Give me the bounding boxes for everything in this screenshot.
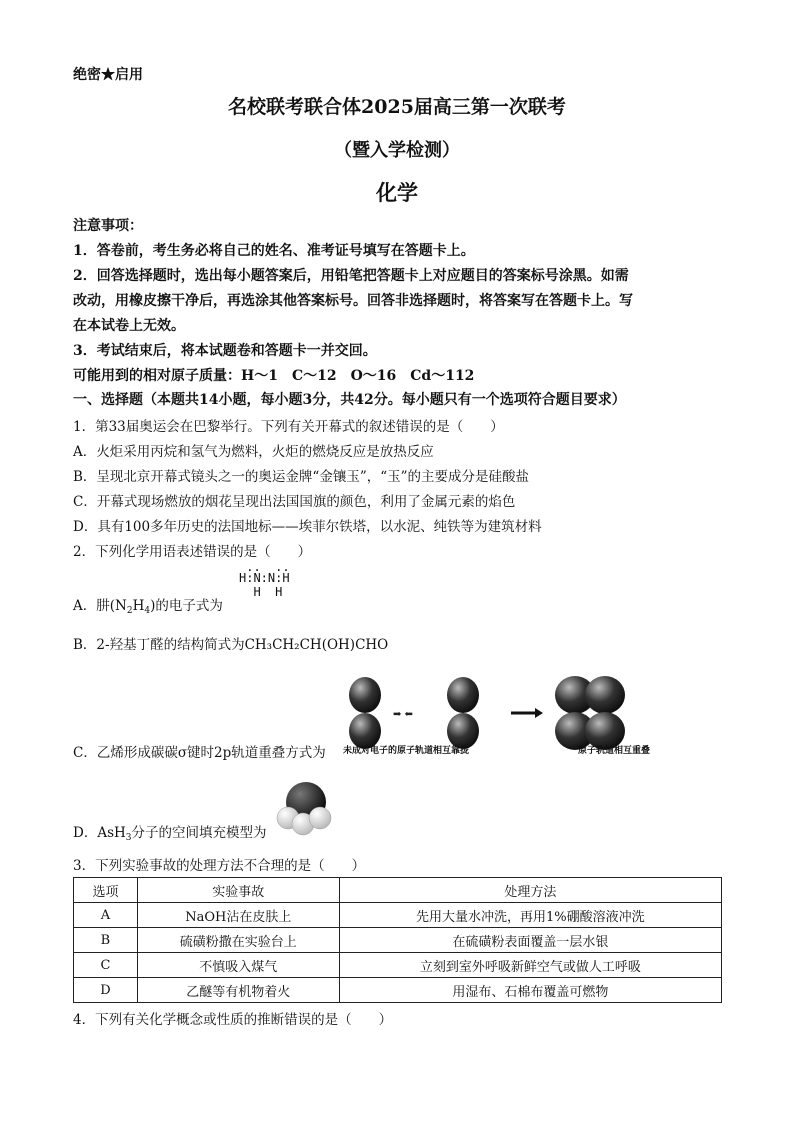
exam-subtitle: （暨入学检测） [334, 140, 460, 161]
table-cell: 在硫磺粉表面覆盖一层水银 [339, 928, 721, 953]
q3-stem: 3．下列实验事故的处理方法不合理的是（ ） [73, 858, 366, 874]
table-cell: D [74, 978, 138, 1003]
note-2c: 在本试卷上无效。 [73, 318, 185, 334]
table-cell: 立刻到室外呼吸新鲜空气或做人工呼吸 [339, 953, 721, 978]
table-cell: NaOH沾在皮肤上 [137, 903, 339, 928]
table-cell: A [74, 903, 138, 928]
lewis-top: H:N:N:H [239, 571, 290, 585]
table-row [74, 953, 722, 978]
table-cell: 用湿布、石棉布覆盖可燃物 [339, 978, 721, 1003]
q1-option-c: C．开幕式现场燃放的烟花呈现出法国国旗的颜色，利用了金属元素的焰色 [73, 494, 516, 510]
note-1: 1．答卷前，考生务必将自己的姓名、准考证号填写在答题卡上。 [73, 243, 475, 259]
atomic-mass: 可能用到的相对原子质量：H～1 C～12 O～16 Cd～112 [73, 368, 475, 384]
ash3-space-filling-model [273, 780, 335, 836]
note-3: 3．考试结束后，将本试题卷和答题卡一并交回。 [73, 343, 377, 359]
q1-option-a: A．火炬采用丙烷和氢气为燃料，火炬的燃烧反应是放热反应 [73, 444, 434, 460]
approach-arrows [393, 709, 413, 720]
q2-option-d: D．AsH$_3$分子的空间填充模型为 [73, 825, 267, 843]
table-cell: 乙醚等有机物着火 [137, 978, 339, 1003]
table-header-row [74, 878, 722, 903]
q2-option-b: B．2-羟基丁醛的结构简式为CH₃CH₂CH(OH)CHO [73, 637, 389, 653]
orbital-left-2 [447, 677, 479, 749]
q4-stem: 4．下列有关化学概念或性质的推断错误的是（ ） [73, 1012, 393, 1028]
table-cell: 先用大量水冲洗，再用1%硼酸溶液冲洗 [339, 903, 721, 928]
table-row [74, 903, 722, 928]
overlap-arrow [511, 708, 543, 718]
lewis-bottom: H H [239, 585, 283, 599]
svg-text:➡ ⬅: ➡ ⬅ [393, 709, 413, 720]
q2-option-a: A．肼$(N_2H_4)$的电子式为 [73, 598, 223, 616]
q2-stem: 2．下列化学用语表述错误的是（ ） [73, 544, 312, 560]
note-2a: 2．回答选择题时，选出每小题答案后，用铅笔把答题卡上对应题目的答案标号涂黑。如需 [73, 268, 629, 284]
orbital-label-right: 原子轨道相互重叠 [578, 746, 651, 756]
notes-heading: 注意事项： [73, 218, 143, 234]
hydrazine-lewis-structure [239, 560, 297, 599]
note-2b: 改动，用橡皮擦干净后，再选涂其他答案标号。回答非选择题时，将答案写在答题卡上。写 [73, 293, 633, 309]
q1-option-b: B．呈现北京开幕式镜头之一的奥运金牌“金镶玉”，“玉”的主要成分是硅酸盐 [73, 469, 530, 485]
table-header-option: 选项 [74, 878, 138, 903]
section-heading: 一、选择题（本题共14小题，每小题3分，共42分。每小题只有一个选项符合题目要求） [73, 392, 626, 408]
q1-stem: 1．第33届奥运会在巴黎举行。下列有关开幕式的叙述错误的是（ ） [73, 419, 504, 435]
q3-table [73, 877, 722, 1003]
table-cell: B [74, 928, 138, 953]
table-cell: C [74, 953, 138, 978]
exam-subject: 化学 [376, 180, 418, 205]
lewis-dots: .. .. [239, 560, 297, 574]
confidential-mark: 绝密★启用 [73, 67, 143, 83]
table-row [74, 928, 722, 953]
table-cell: 不慎吸入煤气 [137, 953, 339, 978]
orbital-overlap-result [555, 676, 625, 750]
table-row [74, 978, 722, 1003]
orbital-left-1 [349, 677, 381, 749]
q2-option-c: C．乙烯形成碳碳σ键时2p轨道重叠方式为 [73, 745, 326, 761]
orbital-label-left: 未成对电子的原子轨道相互靠拢 [343, 746, 470, 756]
table-header-accident: 实验事故 [137, 878, 339, 903]
q1-option-d: D．具有100多年历史的法国地标——埃菲尔铁塔，以水泥、纯铁等为建筑材料 [73, 519, 542, 535]
exam-title: 名校联考联合体2025届高三第一次联考 [228, 96, 566, 118]
table-cell: 硫磺粉撒在实验台上 [137, 928, 339, 953]
table-header-method: 处理方法 [339, 878, 721, 903]
